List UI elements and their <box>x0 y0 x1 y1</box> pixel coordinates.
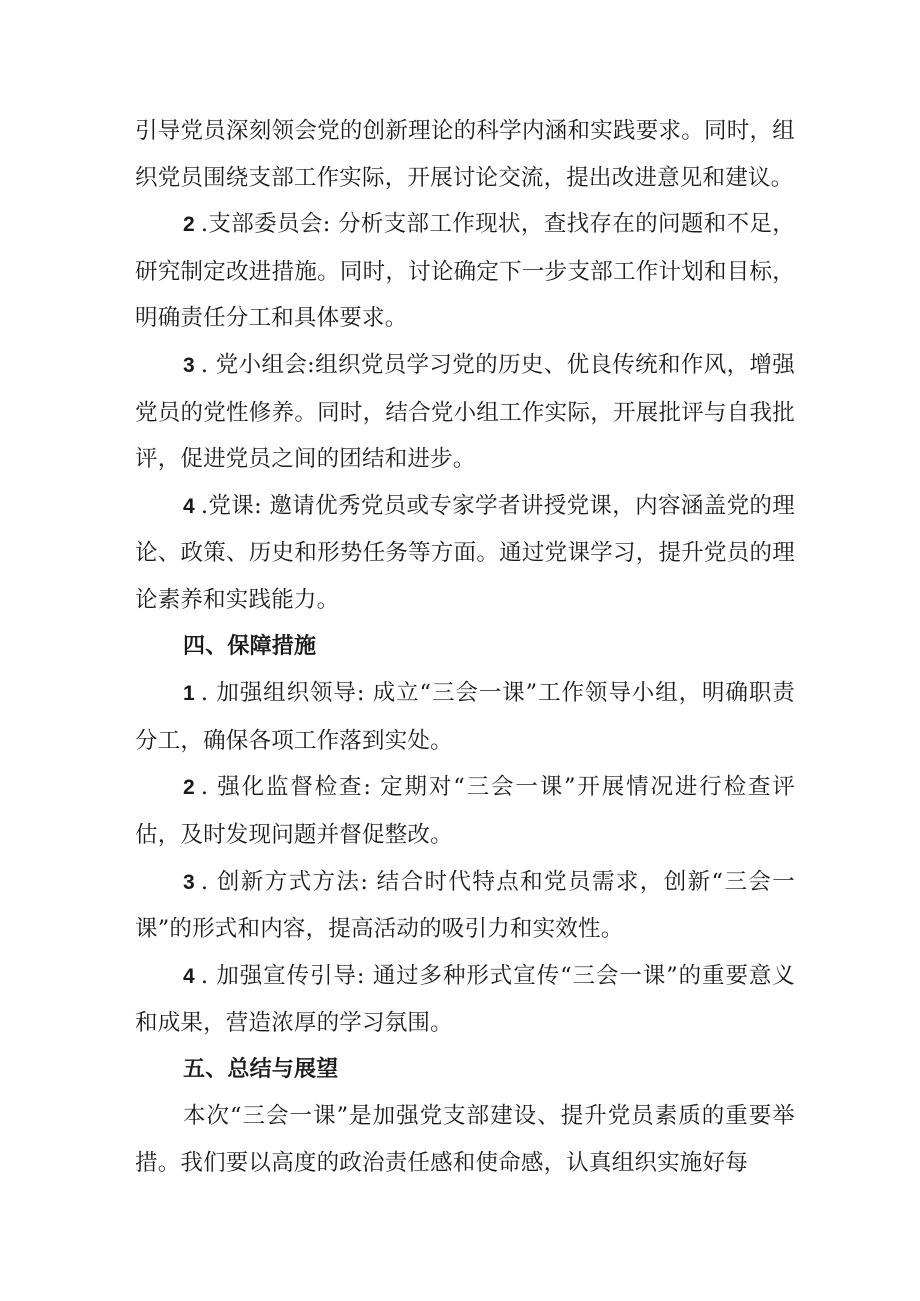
item-number: 1 <box>183 682 195 706</box>
item-number: 2 <box>183 213 195 237</box>
item-text: . 强化监督检查: 定期对“三会一课”开展情况进行检查评估，及时发现问题并督促整改。 <box>135 774 795 848</box>
item-text: . 党小组会:组织党员学习党的历史、优良传统和作风，增强党员的党性修养。同时，结合党小组工作实际，开展批评与自我批评，促进党员之间的团结和进步。 <box>135 351 795 473</box>
list-item-innovation <box>135 859 795 953</box>
item-number: 4 <box>183 964 195 988</box>
item-number: 3 <box>183 870 195 894</box>
item-text: . 加强宣传引导: 通过多种形式宣传“三会一课”的重要意义和成果，营造浓厚的学习氛围。 <box>135 962 795 1037</box>
section-heading-summary: 五、总结与展望 <box>183 1056 339 1082</box>
item-number: 4 <box>183 494 195 518</box>
list-item-party-lecture <box>135 483 795 624</box>
item-text: .支部委员会: 分析支部工作现状，查找存在的问题和不足，研究制定改进措施。同时，讨论确定下一步支部工作计划和目标，明确责任分工和具体要求。 <box>135 211 795 332</box>
list-item-branch-committee <box>135 201 795 342</box>
document-body <box>135 108 795 1187</box>
item-number: 3 <box>183 353 195 377</box>
item-number: 2 <box>183 776 195 800</box>
list-item-publicity <box>135 953 795 1047</box>
item-text: .党课: 邀请优秀党员或专家学者讲授党课，内容涵盖党的理论、政策、历史和形势任务等方面。通过党课学习，提升党员的理论素养和实践能力。 <box>135 492 795 613</box>
list-item-party-group-meeting <box>135 342 795 483</box>
item-text: . 加强组织领导: 成立“三会一课”工作领导小组，明确职责分工，确保各项工作落到实处。 <box>135 680 795 754</box>
section-heading-safeguards: 四、保障措施 <box>183 633 317 659</box>
intro-continuation-paragraph: 引导党员深刻领会党的创新理论的科学内涵和实践要求。同时，组织党员围绕支部工作实际，开展讨论交流，提出改进意见和建议。 <box>135 118 795 191</box>
list-item-supervision <box>135 764 795 858</box>
list-item-organization-leadership <box>135 670 795 764</box>
item-text: . 创新方式方法: 结合时代特点和党员需求，创新“三会一课”的形式和内容，提高活动的吸引力和实效性。 <box>135 868 795 943</box>
summary-paragraph: 本次“三会一课”是加强党支部建设、提升党员素质的重要举措。我们要以高度的政治责任感和使命感，认真组织实施好每 <box>135 1103 795 1177</box>
